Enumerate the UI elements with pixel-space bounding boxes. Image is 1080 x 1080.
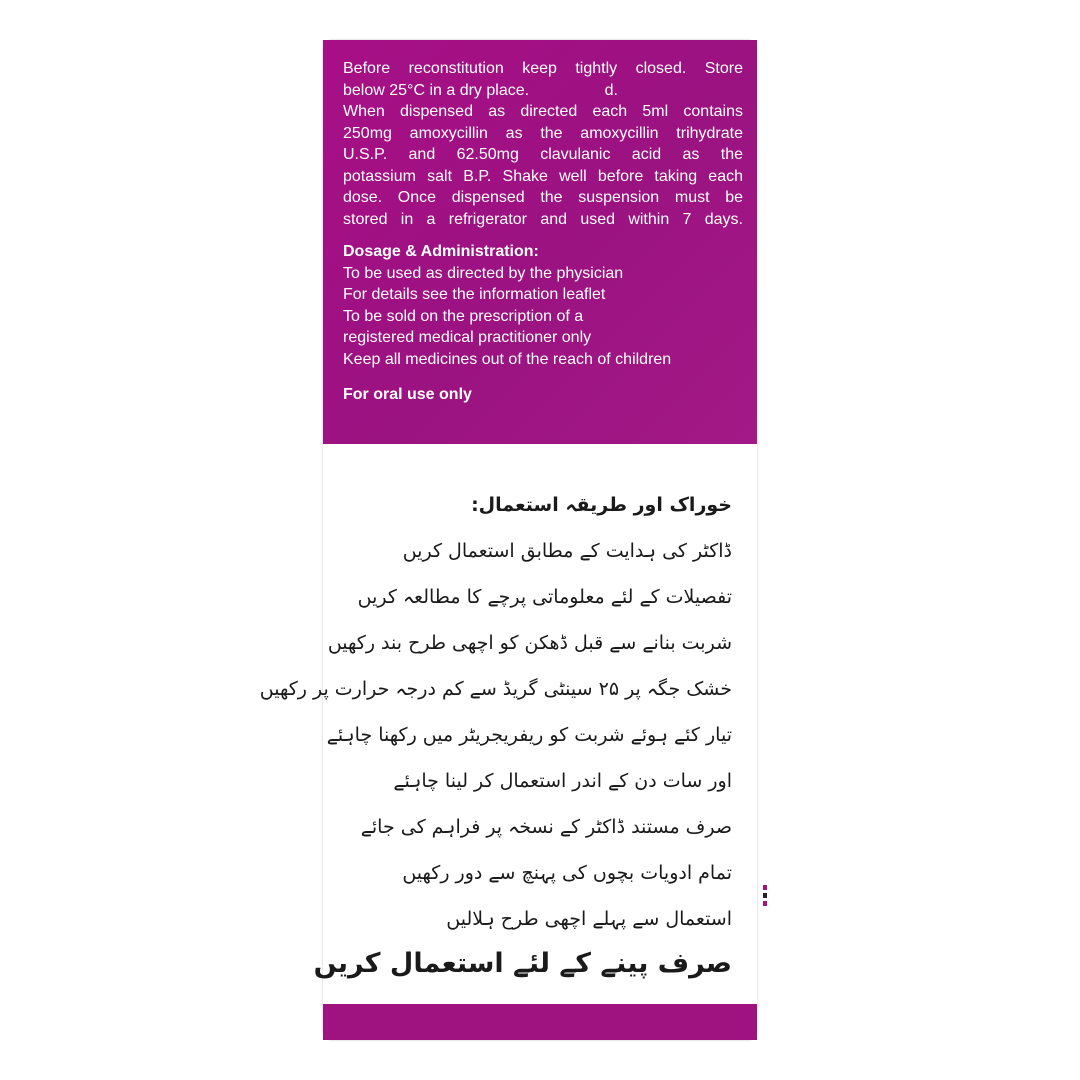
urdu-line: تیار کئے ہوئے شربت کو ریفریجریٹر میں رکھنا چاہئے: [326, 724, 732, 746]
dosage-line: registered medical practitioner only: [343, 329, 592, 346]
oral-use-english: For oral use only: [343, 386, 472, 403]
dosage-heading: Dosage & Administration:: [343, 243, 539, 260]
storage-line: below 25°C in a dry place. d.: [343, 81, 618, 99]
urdu-line: تمام ادویات بچوں کی پہنچ سے دور رکھیں: [402, 862, 732, 884]
bottom-color-band: [323, 1004, 757, 1040]
storage-line: stored in a refrigerator and used within 7 days.: [343, 210, 743, 228]
spacer: [343, 230, 743, 241]
storage-line: U.S.P. and 62.50mg clavulanic acid as the: [343, 146, 743, 163]
urdu-info-panel: [259, 444, 757, 1004]
dosage-line: For details see the information leaflet: [343, 286, 606, 303]
storage-line: potassium salt B.P. Shake well before taking each: [343, 167, 743, 185]
dosage-line: To be used as directed by the physician: [343, 264, 624, 282]
urdu-text-block: [259, 482, 732, 990]
urdu-line: خشک جگہ پر ۲۵ سینٹی گریڈ سے کم درجہ حرارت پر رکھیں: [259, 678, 732, 700]
registration-mark: [763, 893, 767, 898]
storage-line: Before reconstitution keep tightly closed. Store: [343, 60, 743, 77]
oral-use-urdu: صرف پینے کے لئے استعمال کریں: [313, 948, 732, 979]
registration-mark: [763, 885, 767, 890]
urdu-line: شربت بنانے سے قبل ڈھکن کو اچھی طرح بند رکھیں: [327, 632, 732, 654]
urdu-line: اور سات دن کے اندر استعمال کر لینا چاہئے: [393, 770, 732, 792]
registration-mark: [763, 901, 767, 906]
medicine-carton-side-panel: [259, 40, 757, 1040]
storage-line: dose. Once dispensed the suspension must be: [343, 189, 743, 206]
urdu-line: تفصیلات کے لئے معلوماتی پرچے کا مطالعہ کریں: [357, 586, 732, 608]
urdu-line: صرف مستند ڈاکٹر کے نسخہ پر فراہم کی جائے: [360, 816, 732, 838]
english-info-panel: [323, 40, 757, 444]
urdu-line: استعمال سے پہلے اچھی طرح ہلالیں: [446, 908, 732, 930]
spacer: [343, 370, 743, 384]
urdu-line: ڈاکٹر کی ہدایت کے مطابق استعمال کریں: [402, 540, 732, 562]
dosage-line: To be sold on the prescription of a: [343, 307, 584, 325]
storage-line: When dispensed as directed each 5ml contains: [343, 103, 743, 120]
english-text-block: [343, 58, 743, 406]
dosage-line: Keep all medicines out of the reach of children: [343, 350, 672, 368]
storage-line: 250mg amoxycillin as the amoxycillin trihydrate: [343, 124, 743, 142]
urdu-heading: خوراک اور طریقہ استعمال:: [471, 494, 732, 516]
